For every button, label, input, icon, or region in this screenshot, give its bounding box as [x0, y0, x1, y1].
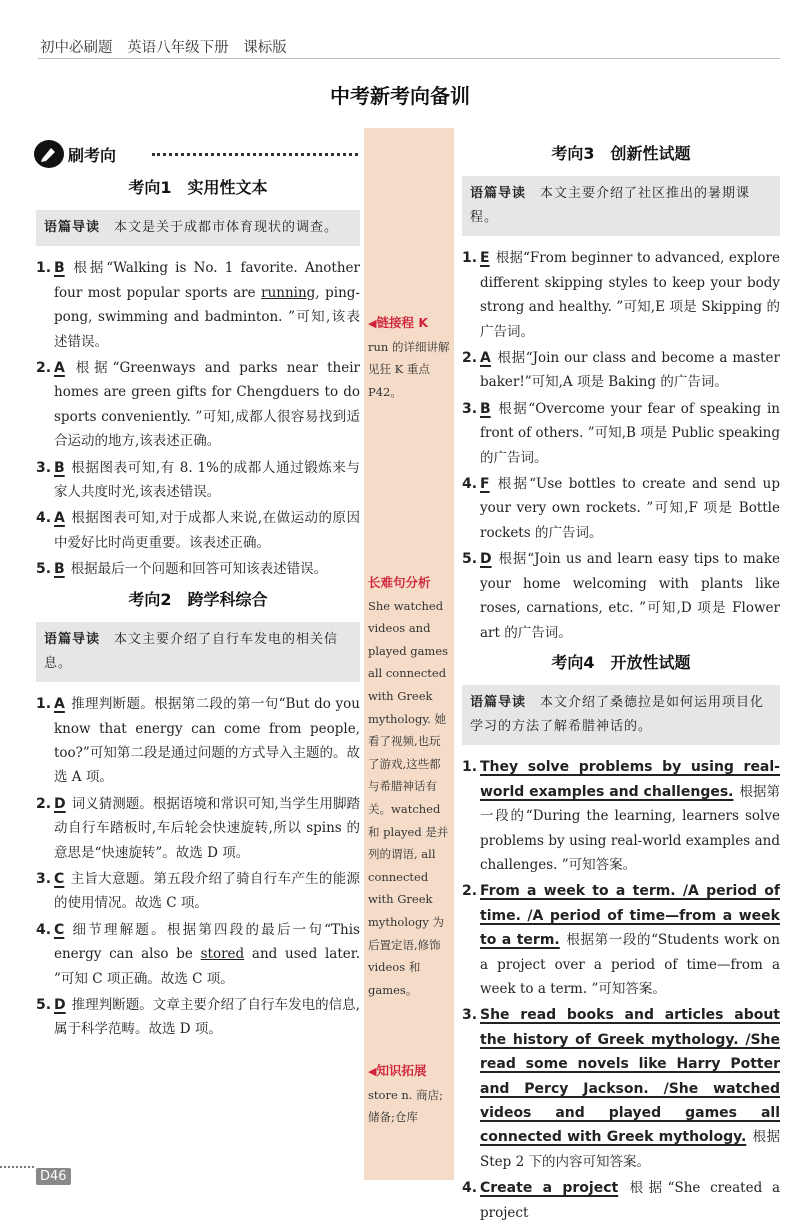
item-number: 1.	[462, 250, 478, 267]
item-text: 根据“Join us and learn easy tips to make your home welcoming with plants like roses, carnations, etc. ”可知,D 项是 Flower art 的广告词。	[480, 551, 780, 641]
item-number: 1.	[36, 696, 52, 713]
answer-item	[36, 256, 360, 354]
item-answer: D	[480, 551, 492, 568]
section-title-1: 考向1 实用性文本	[128, 178, 268, 197]
right-column	[462, 138, 780, 1227]
answer-item	[462, 346, 780, 395]
answer-item	[462, 1003, 780, 1174]
answer-item	[462, 1176, 780, 1225]
reading-guide-3	[462, 176, 780, 236]
answer-item	[462, 547, 780, 645]
answer-item	[36, 506, 360, 555]
section-title-2: 考向2 跨学科综合	[128, 589, 268, 609]
dotted-rule	[152, 153, 358, 156]
arrow-left-icon: ◀	[368, 317, 377, 330]
header-divider	[38, 58, 780, 59]
item-number: 1.	[462, 759, 478, 776]
item-answer: C	[54, 870, 65, 887]
item-text: 根据 Step 2 下的内容可知答案。	[480, 1129, 781, 1170]
guide-label: 语篇导读	[44, 632, 101, 648]
item-answer: B	[480, 400, 491, 417]
answer-item	[36, 456, 360, 505]
item-answer: A	[480, 350, 491, 367]
item-answer: D	[54, 795, 66, 812]
item-answer: C	[54, 921, 65, 938]
item-answer: E	[480, 250, 490, 267]
item-text: 根据图表可知,有 8. 1%的成都人通过锻炼来与家人共度时光,该表述错误。	[54, 459, 360, 501]
item-number: 5.	[36, 996, 52, 1013]
guide-text: 本文主要介绍了自行车发电的相关信息。	[44, 632, 339, 672]
item-number: 5.	[462, 551, 478, 568]
guide-label: 语篇导读	[44, 220, 101, 236]
item-number: 3.	[36, 870, 52, 887]
item-number: 4.	[462, 1180, 478, 1197]
answer-item	[36, 356, 360, 454]
item-answer: B	[54, 459, 65, 476]
item-answer: Create a project	[480, 1180, 619, 1197]
side-note-knowledge	[368, 1060, 452, 1129]
section-badge-label: 刷考向	[68, 146, 117, 165]
item-number: 3.	[36, 459, 52, 476]
underlined-word: running	[261, 284, 316, 301]
answer-item	[462, 755, 780, 877]
note-text: store n. 商店;储备;仓库	[368, 1087, 443, 1125]
arrow-left-icon: ◀	[368, 1065, 377, 1078]
item-number: 4.	[36, 921, 52, 938]
side-note-link	[368, 312, 452, 403]
item-text: 根据“From beginner to advanced, explore different skipping styles to keep your body strong and healthy. ”可知,E 项是 Skipping 的广告词。	[480, 250, 780, 340]
item-number: 1.	[36, 260, 52, 277]
item-text: 根据最后一个问题和回答可知该表述错误。	[70, 561, 328, 578]
answer-item	[36, 918, 360, 991]
item-answer: A	[54, 696, 65, 713]
item-text: 根据“Greenways and parks near their homes are green gifts for Chengduers to do sports conveniently. ”可知,成都人很容易找到适合运动的地方,该表述正确。	[54, 360, 360, 450]
item-number: 3.	[462, 400, 478, 417]
reading-guide-4	[462, 685, 780, 745]
note-text: run 的详细讲解见狂 K 重点 P42。	[368, 339, 450, 399]
answer-item	[462, 397, 780, 470]
item-text: 主旨大意题。第五段介绍了骑自行车产生的能源的使用情况。故选 C 项。	[54, 870, 360, 912]
note-tag: 知识拓展	[376, 1063, 427, 1078]
item-number: 2.	[462, 350, 478, 367]
item-text: 词义猜测题。根据语境和常识可知,当学生用脚踏动自行车踏板时,车后轮会快速旋转,所以 spins 的意思是“快速旋转”。故选 D 项。	[54, 795, 360, 861]
section-title-4: 考向4 开放性试题	[551, 652, 691, 672]
footer-dots	[0, 1166, 34, 1168]
page-header	[40, 36, 297, 57]
answer-item	[36, 557, 360, 581]
answer-item	[36, 867, 360, 916]
item-text: 根据图表可知,对于成都人来说,在做运动的原因中爱好比时尚更重要。该表述正确。	[54, 510, 360, 551]
item-text: 根据“Overcome your fear of speaking in front of others. ”可知,B 项是 Public speaking 的广告词。	[480, 400, 780, 466]
note-tag: 长难句分析	[368, 575, 431, 590]
page-title: 中考新考向备训	[330, 84, 470, 108]
answer-item	[462, 246, 780, 344]
item-answer: F	[480, 476, 490, 493]
item-text: 根据“She created a project	[480, 1180, 780, 1221]
item-number: 4.	[462, 476, 478, 493]
note-text: She watched videos and played games all connected with Greek mythology. 她看了视频,也玩了游戏,这些都与希腊神话有关。watched 和 played 是并列的谓语, all connected with Greek mythology 为后置定语,修饰 videos 和 games。	[368, 598, 449, 997]
pen-icon	[34, 140, 64, 168]
item-number: 2.	[36, 360, 52, 377]
item-number: 2.	[462, 883, 478, 900]
header-subject: 英语八年级下册	[127, 40, 229, 56]
reading-guide-1	[36, 210, 360, 246]
guide-label: 语篇导读	[470, 695, 527, 711]
item-text: 根据第一段的“During the learning, learners solve problems by using real-world examples and challenges. ”可知答案。	[480, 783, 781, 873]
header-edition: 课标版	[243, 40, 287, 56]
item-number: 2.	[36, 795, 52, 812]
answer-item	[36, 993, 360, 1042]
note-tag: 链接程 K	[376, 315, 429, 330]
item-answer: From a week to a term. /A period of time. /A period of time—from a week to a term.	[480, 883, 780, 949]
item-text: 根据第一段的“Students work on a project over a period of time—from a week to a term. ”可知答案。	[480, 932, 780, 997]
item-text: 推理判断题。根据第二段的第一句“But do you know that energy can come from people, too?”可知第二段是通过问题的方式导入主题的。故选 A 项。	[54, 696, 360, 786]
item-answer: D	[54, 996, 66, 1013]
item-text: 根据“Walking is No. 1 favorite. Another four most popular sports are	[54, 260, 360, 301]
answer-item	[36, 692, 360, 790]
answer-item	[36, 792, 360, 865]
section-badge	[34, 140, 358, 168]
item-answer: A	[54, 510, 65, 527]
guide-label: 语篇导读	[470, 186, 527, 202]
item-answer: She read books and articles about the history of Greek mythology. /She read some novels like Harry Potter and Percy Jackson. /She watched videos and played games all connected with Greek mythology.	[480, 1007, 780, 1146]
item-answer: B	[54, 561, 65, 578]
guide-text: 本文是关于成都市体育现状的调查。	[114, 220, 339, 236]
item-text: and used later. ”可知 C 项正确。故选 C 项。	[54, 946, 361, 987]
item-text: 根据“Join our class and become a master baker!”可知,A 项是 Baking 的广告词。	[480, 350, 780, 391]
item-answer: B	[54, 260, 65, 277]
page-number: D46	[36, 1168, 71, 1185]
reading-guide-2	[36, 622, 360, 682]
item-text: , ping-pong, swimming and badminton. ”可知,该表述错误。	[54, 284, 360, 350]
item-answer: A	[54, 360, 65, 377]
underlined-word: stored	[200, 946, 245, 963]
answer-item	[462, 472, 780, 545]
item-text: 细节理解题。根据第四段的最后一句“This energy can also be	[54, 921, 360, 963]
item-number: 4.	[36, 510, 52, 527]
item-number: 3.	[462, 1007, 478, 1024]
section-title-3: 考向3 创新性试题	[551, 144, 691, 163]
header-series: 初中必刷题	[40, 40, 113, 56]
side-note-sentence	[368, 572, 452, 1001]
guide-text: 本文介绍了桑德拉是如何运用项目化学习的方法了解希腊神话的。	[470, 695, 765, 735]
guide-text: 本文主要介绍了社区推出的暑期课程。	[470, 186, 751, 226]
left-column	[36, 172, 360, 1044]
item-answer: They solve problems by using real-world examples and challenges.	[480, 759, 780, 800]
answer-item	[462, 879, 780, 1001]
item-text: 推理判断题。文章主要介绍了自行车发电的信息,属于科学范畴。故选 D 项。	[54, 996, 360, 1038]
item-number: 5.	[36, 561, 52, 578]
item-text: 根据“Use bottles to create and send up your very own rockets. ”可知,F 项是 Bottle rockets 的广告词。	[480, 476, 780, 541]
